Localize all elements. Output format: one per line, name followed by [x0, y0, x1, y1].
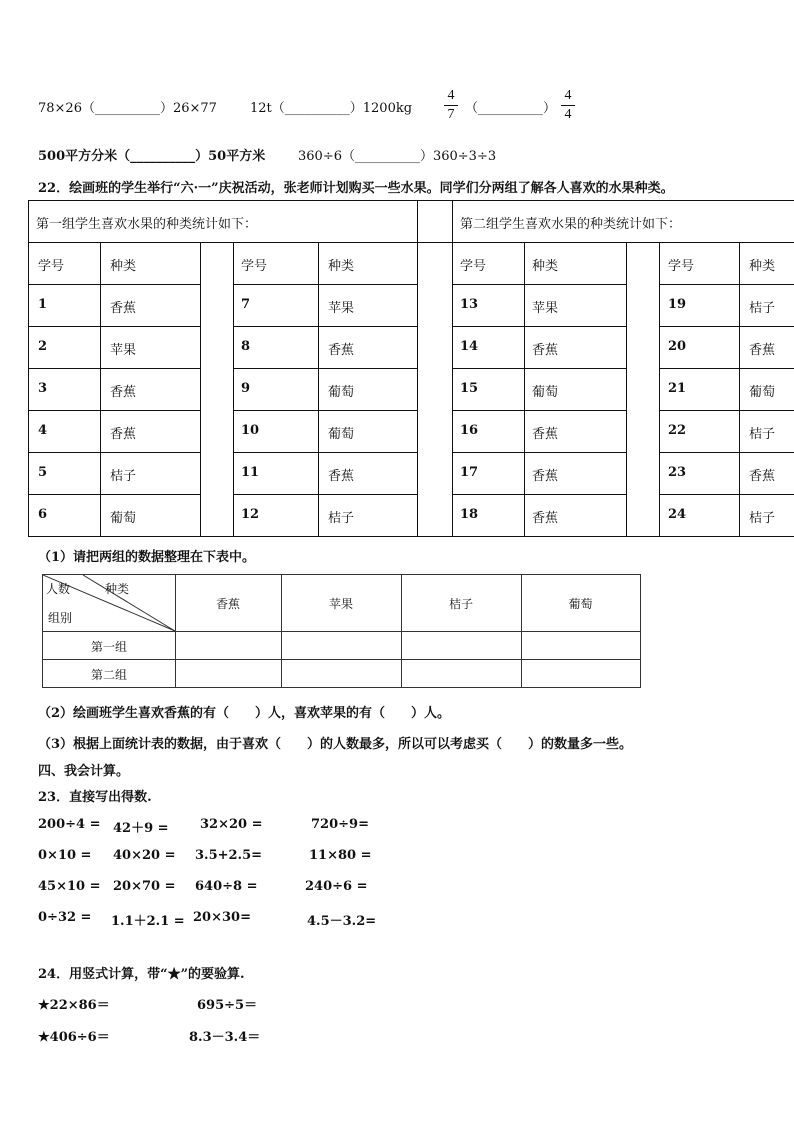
table-cell-id: 5 [38, 465, 48, 480]
table-cell-kind: 葡萄 [328, 427, 355, 442]
table-cell-kind: 香蕉 [532, 427, 559, 442]
table-cell-kind: 葡萄 [110, 511, 137, 526]
vertical-calc-item: 8.3－3.4＝ [189, 1030, 261, 1045]
summary-row-group2: 第二组 [90, 668, 127, 682]
fraction-4-4: 4 4 [561, 88, 575, 123]
table-cell-id: 21 [668, 381, 687, 396]
corner-bottom-label: 组别 [48, 611, 73, 625]
table-cell-kind: 香蕉 [532, 469, 559, 484]
fraction-4-7: 4 7 [444, 88, 458, 123]
calc-item: 40×20 = [113, 848, 176, 863]
table-cell-id: 17 [460, 465, 479, 480]
compare-item-4: 360÷6（__________）360÷3÷3 [298, 149, 497, 164]
calc-item: 42＋9 = [113, 821, 169, 836]
table-cell-kind: 苹果 [532, 301, 559, 316]
calc-item: 4.5－3.2= [307, 914, 377, 929]
table-cell-id: 7 [241, 297, 251, 312]
calc-item: 45×10 = [38, 879, 101, 894]
summary-col-grape: 葡萄 [568, 597, 593, 611]
table-cell-kind: 桔子 [110, 469, 137, 484]
table-cell-kind: 香蕉 [532, 511, 559, 526]
group2-caption: 第二组学生喜欢水果的种类统计如下： [460, 217, 682, 232]
table-cell-id: 23 [668, 465, 687, 480]
table-cell-id: 13 [460, 297, 479, 312]
sub-question-3: （3）根据上面统计表的数据，由于喜欢（ ）的人数最多，所以可以考虑买（ ）的数量多一些。 [38, 737, 633, 752]
table-cell-kind: 香蕉 [749, 469, 776, 484]
table-cell-kind: 香蕉 [110, 385, 137, 400]
summary-col-apple: 苹果 [328, 597, 353, 611]
table-cell-id: 16 [460, 423, 479, 438]
summary-col-orange: 桔子 [448, 597, 473, 611]
table-cell-id: 9 [241, 381, 251, 396]
table-cell-kind: 桔子 [328, 511, 355, 526]
question-23-title: 23．直接写出得数. [38, 790, 152, 805]
table-cell-kind: 葡萄 [328, 385, 355, 400]
calc-item: 3.5+2.5= [195, 848, 263, 863]
calc-item: 200÷4 = [38, 817, 101, 832]
table-cell-kind: 香蕉 [110, 301, 137, 316]
table-cell-id: 20 [668, 339, 687, 354]
table-cell-kind: 苹果 [328, 301, 355, 316]
survey-table [28, 200, 794, 537]
table-cell-kind: 苹果 [110, 343, 137, 358]
table-cell-id: 3 [38, 381, 48, 396]
header-kind: 种类 [328, 259, 355, 274]
header-kind: 种类 [532, 259, 559, 274]
table-cell-kind: 葡萄 [532, 385, 559, 400]
table-cell-id: 22 [668, 423, 687, 438]
compare-item-2: 12t（__________）1200kg [250, 101, 413, 116]
table-cell-id: 8 [241, 339, 251, 354]
table-cell-kind: 香蕉 [532, 343, 559, 358]
calc-item: 720÷9= [311, 817, 369, 832]
calc-item: 20×70 = [113, 879, 176, 894]
question-24-title: 24．用竖式计算，带“★”的要验算. [38, 967, 245, 982]
table-cell-id: 6 [38, 507, 48, 522]
group1-caption: 第一组学生喜欢水果的种类统计如下： [36, 217, 258, 232]
sub-question-1: （1）请把两组的数据整理在下表中。 [38, 550, 256, 565]
vertical-calc-item: ★22×86＝ [38, 998, 110, 1013]
table-cell-id: 1 [38, 297, 48, 312]
calc-item: 11×80 = [309, 848, 372, 863]
table-cell-id: 10 [241, 423, 260, 438]
table-cell-id: 4 [38, 423, 48, 438]
table-cell-kind: 香蕉 [328, 469, 355, 484]
table-cell-id: 12 [241, 507, 260, 522]
table-cell-id: 15 [460, 381, 479, 396]
vertical-calc-item: ★406÷6＝ [38, 1030, 110, 1045]
table-cell-kind: 香蕉 [110, 427, 137, 442]
compare-item-3: 500平方分米（__________）50平方米 [38, 149, 266, 164]
calc-item: 640÷8 = [195, 879, 258, 894]
calc-item: 0÷32 = [38, 910, 92, 925]
header-id: 学号 [668, 259, 695, 274]
summary-row-group1: 第一组 [90, 640, 127, 654]
table-cell-kind: 香蕉 [749, 343, 776, 358]
table-cell-id: 2 [38, 339, 48, 354]
header-id: 学号 [460, 259, 487, 274]
table-cell-kind: 桔子 [749, 427, 776, 442]
calc-item: 0×10 = [38, 848, 92, 863]
section-4-heading: 四、我会计算。 [38, 764, 130, 779]
calc-item: 1.1＋2.1 = [111, 914, 185, 929]
vertical-calc-item: 695÷5＝ [197, 998, 258, 1013]
table-cell-id: 19 [668, 297, 687, 312]
calc-item: 20×30= [193, 910, 251, 925]
calc-item: 240÷6 = [305, 879, 368, 894]
compare-item-1: 78×26（__________）26×77 [38, 101, 217, 116]
compare-blank: （__________） [465, 101, 557, 116]
table-cell-kind: 桔子 [749, 301, 776, 316]
table-cell-id: 24 [668, 507, 687, 522]
summary-col-banana: 香蕉 [215, 597, 240, 611]
header-id: 学号 [38, 259, 65, 274]
table-cell-id: 18 [460, 507, 479, 522]
calc-item: 32×20 = [200, 817, 263, 832]
header-id: 学号 [241, 259, 268, 274]
header-kind: 种类 [110, 259, 137, 274]
corner-mid-label: 人数 [46, 582, 71, 596]
table-cell-id: 11 [241, 465, 260, 480]
table-cell-id: 14 [460, 339, 479, 354]
summary-table [42, 574, 641, 688]
sub-question-2: （2）绘画班学生喜欢香蕉的有（ ）人，喜欢苹果的有（ ）人。 [38, 706, 451, 721]
table-cell-kind: 桔子 [749, 511, 776, 526]
corner-top-label: 种类 [105, 582, 130, 596]
question-22-title: 22．绘画班的学生举行“六·一”庆祝活动，张老师计划购买一些水果。同学们分两组了解各人喜欢的水果种类。 [38, 181, 674, 196]
table-cell-kind: 葡萄 [749, 385, 776, 400]
table-cell-kind: 香蕉 [328, 343, 355, 358]
header-kind: 种类 [749, 259, 776, 274]
